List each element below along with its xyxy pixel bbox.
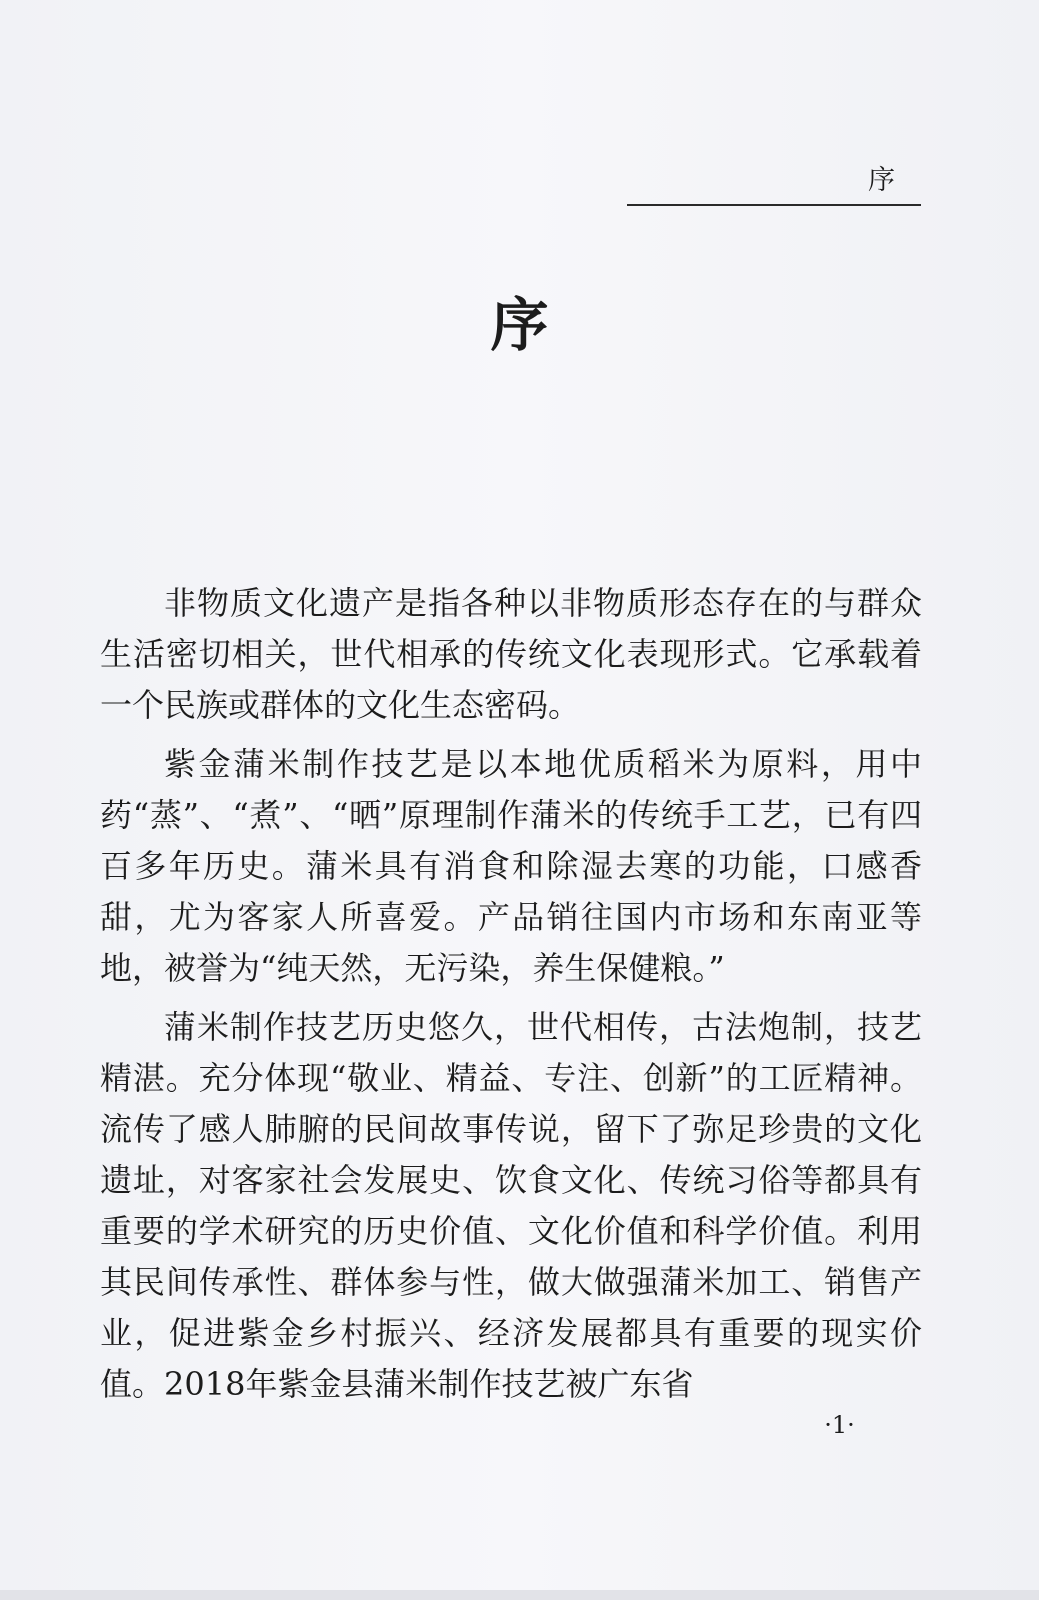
paragraph-craft: 紫金蒲米制作技艺是以本地优质稻米为原料，用中药“蒸”、“煮”、“晒”原理制作蒲米的传统手工艺，已有四百多年历史。蒲米具有消食和除湿去寒的功能，口感香甜，尤为客家人所喜爱。产品销往国内市场和东南亚等地，被誉为“纯天然，无污染，养生保健粮。”: [100, 745, 922, 987]
paragraph-history: 蒲米制作技艺历史悠久，世代相传，古法炮制，技艺精湛。充分体现“敬业、精益、专注、创新”的工匠精神。流传了感人肺腑的民间故事传说，留下了弥足珍贵的文化遗址，对客家社会发展史、饮食文化、传统习俗等都具有重要的学术研究的历史价值、文化价值和科学价值。利用其民间传承性、群体参与性，做大做强蒲米加工、销售产业，促进紫金乡村振兴、经济发展都具有重要的现实价值。2018年紫金县蒲米制作技艺被广东省: [100, 1008, 922, 1403]
body-text: [100, 578, 922, 1418]
page-number: ·1·: [824, 1411, 855, 1439]
paragraph-intro: 非物质文化遗产是指各种以非物质形态存在的与群众生活密切相关，世代相承的传统文化表现形式。它承载着一个民族或群体的文化生态密码。: [100, 584, 922, 724]
running-header-text: 序: [868, 165, 895, 196]
chapter-title: 序: [490, 291, 549, 359]
page-bottom-edge: [0, 1590, 1039, 1600]
running-header: [627, 160, 921, 206]
